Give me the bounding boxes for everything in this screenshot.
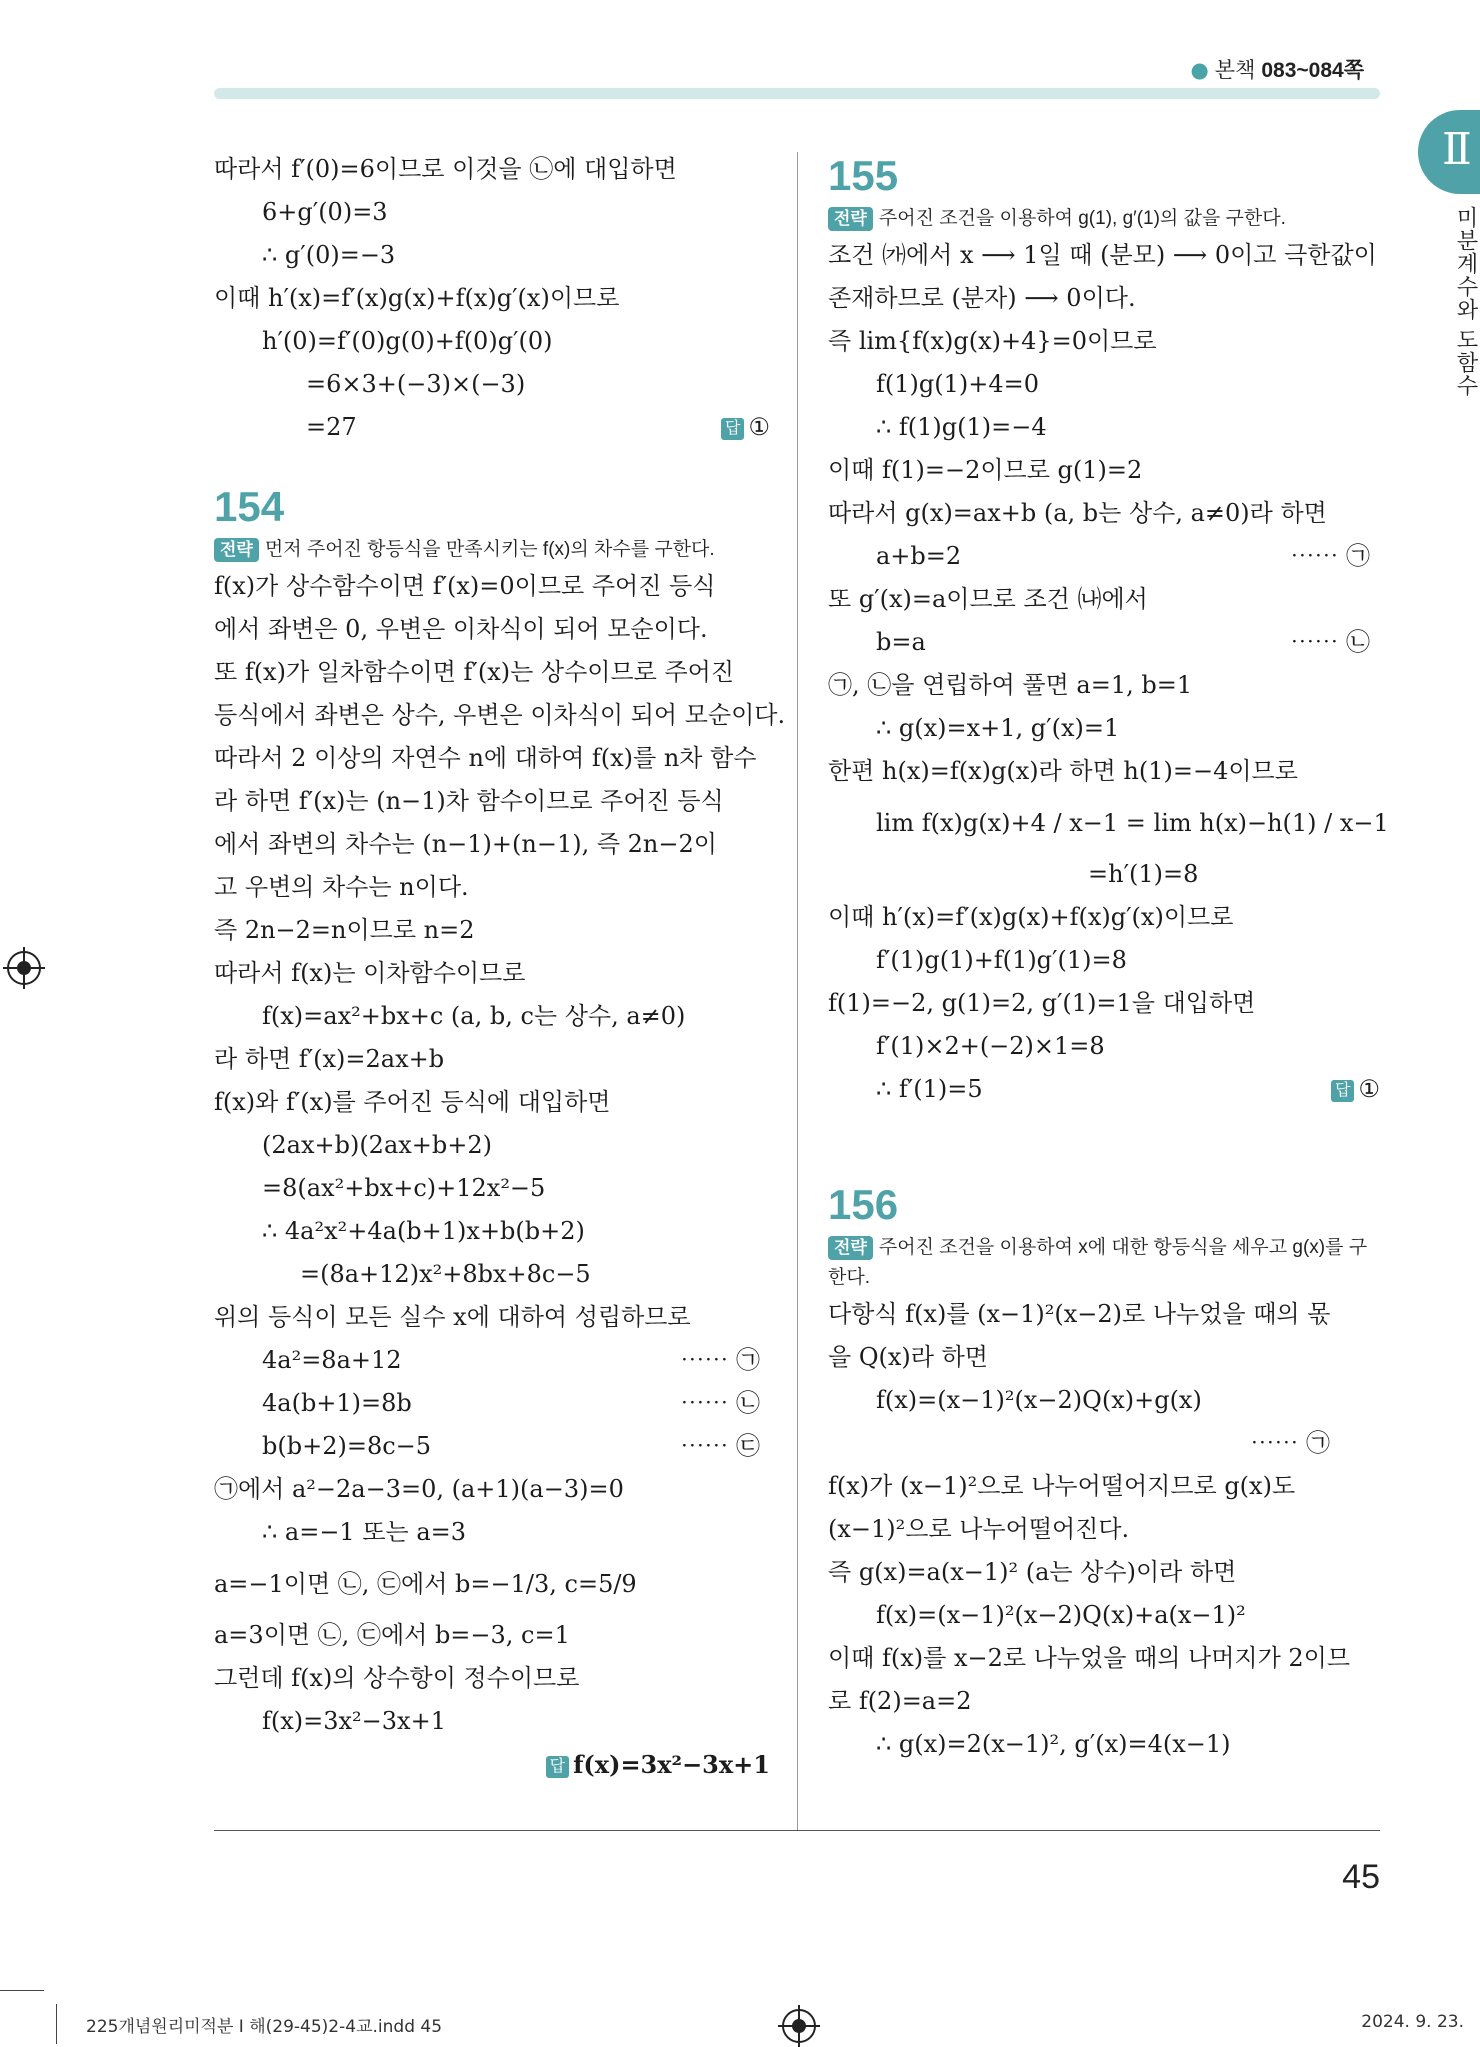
text-line: 한편 h(x)=f(x)g(x)라 하면 h(1)=−4이므로: [828, 757, 1298, 785]
math-line: =6×3+(−3)×(−3): [306, 370, 526, 398]
math-line: ∴ a=−1 또는 a=3: [262, 1518, 467, 1546]
text-line: f(x)가 (x−1)²으로 나누어떨어지므로 g(x)도: [828, 1472, 1296, 1500]
math-result: ∴ f′(1)=5: [876, 1075, 983, 1103]
header-bar: [214, 88, 1380, 99]
equation: 4a²=8a+12: [262, 1346, 402, 1374]
text-line: f(x)와 f′(x)를 주어진 등식에 대입하면: [214, 1088, 611, 1116]
answer-tag: 답: [546, 1756, 569, 1778]
limit-expression: lim f(x)g(x)+4 / x−1 = lim h(x)−h(1) / x−1: [876, 809, 1389, 837]
math-line: =8(ax²+bx+c)+12x²−5: [262, 1174, 546, 1202]
math-line: f(1)g(1)+4=0: [876, 370, 1039, 398]
bottom-rule: [214, 1830, 1380, 1831]
column-divider: [797, 152, 798, 1830]
page-reference: [1190, 54, 1364, 84]
text-line: 이때 h′(x)=f′(x)g(x)+f(x)g′(x)이므로: [828, 903, 1234, 931]
math-line: f(x)=(x−1)²(x−2)Q(x)+a(x−1)²: [876, 1601, 1246, 1629]
text-line: f(1)=−2, g(1)=2, g′(1)=1을 대입하면: [828, 989, 1256, 1017]
chapter-number: Ⅱ: [1442, 124, 1472, 175]
strategy-text: 주어진 조건을 이용하여 g(1), g′(1)의 값을 구한다.: [878, 208, 1286, 229]
text-line: ㉠, ㉡을 연립하여 풀면 a=1, b=1: [828, 671, 1193, 699]
text-line: 그런데 f(x)의 상수항이 정수이므로: [214, 1664, 580, 1692]
left-column: [214, 148, 786, 1786]
answer-value: ①: [748, 413, 770, 441]
math-line: f′(1)×2+(−2)×1=8: [876, 1032, 1105, 1060]
math-line: [828, 535, 1380, 578]
math-line: h′(0)=f′(0)g(0)+f(0)g′(0): [262, 327, 553, 355]
strategy-tag: 전략: [214, 538, 259, 562]
math-line: ∴ 4a²x²+4a(b+1)x+b(b+2): [262, 1217, 585, 1245]
footer-date: 2024. 9. 23.: [1361, 2012, 1464, 2032]
text-line: 존재하므로 (분자) ⟶ 0이다.: [828, 284, 1136, 312]
text-line: 따라서 f′(0)=6이므로 이것을 ㉡에 대입하면: [214, 155, 677, 183]
answer-line: [214, 1743, 770, 1786]
text-line: 을 Q(x)라 하면: [828, 1343, 988, 1371]
math-line: [828, 1068, 1380, 1111]
equation-mark: ⋯⋯ ㉠: [1290, 542, 1370, 570]
text-line: 이때 f(1)=−2이므로 g(1)=2: [828, 456, 1143, 484]
text-line: 라 하면 f′(x)=2ax+b: [214, 1045, 445, 1073]
text-line: 다항식 f(x)를 (x−1)²(x−2)로 나누었을 때의 몫: [828, 1300, 1331, 1328]
answer-153: [721, 406, 770, 449]
equation-mark: ⋯⋯ ㉢: [680, 1432, 760, 1460]
equation-mark: ⋯⋯ ㉡: [680, 1389, 760, 1417]
strategy-text: 주어진 조건을 이용하여 x에 대한 항등식을 세우고 g(x)를 구한다.: [828, 1237, 1368, 1288]
text-line: 즉 2n−2=n이므로 n=2: [214, 916, 475, 944]
text-line: 즉 lim{f(x)g(x)+4}=0이므로: [828, 327, 1157, 355]
text-line: 이때 h′(x)=f′(x)g(x)+f(x)g′(x)이므로: [214, 284, 620, 312]
answer-154: [546, 1743, 770, 1787]
text-line: 조건 ㈎에서 x ⟶ 1일 때 (분모) ⟶ 0이고 극한값이: [828, 241, 1377, 269]
text-line: 고 우변의 차수는 n이다.: [214, 873, 469, 901]
equation: b(b+2)=8c−5: [262, 1432, 432, 1460]
text-line: 에서 좌변은 0, 우변은 이차식이 되어 모순이다.: [214, 615, 708, 643]
math-line: f(x)=3x²−3x+1: [262, 1707, 446, 1735]
page-number: 45: [1342, 1858, 1380, 1896]
answer-tag: 답: [721, 418, 744, 440]
strategy-tag: 전략: [828, 207, 873, 231]
strategy-text: 먼저 주어진 항등식을 만족시키는 f(x)의 차수를 구한다.: [264, 539, 715, 560]
right-column: [828, 148, 1389, 1766]
math-line: [214, 1382, 770, 1425]
math-line: =(8a+12)x²+8bx+8c−5: [300, 1260, 591, 1288]
strategy: [214, 535, 770, 565]
equation-mark: ⋯⋯ ㉠: [680, 1346, 760, 1374]
problem-number: 156: [828, 1181, 899, 1228]
math-result: =27: [306, 413, 357, 441]
footer-rule: [0, 1990, 44, 1991]
mark-line: [828, 1422, 1380, 1465]
text-line: 라 하면 f′(x)는 (n−1)차 함수이므로 주어진 등식: [214, 787, 724, 815]
math-line: 6+g′(0)=3: [262, 198, 388, 226]
text-line: (x−1)²으로 나누어떨어진다.: [828, 1515, 1130, 1543]
strategy: [828, 204, 1380, 234]
answer-155: [1331, 1068, 1380, 1111]
math-line: ∴ f(1)g(1)=−4: [876, 413, 1047, 441]
footer-divider: [56, 2004, 57, 2044]
text-line: 이때 f(x)를 x−2로 나누었을 때의 나머지가 2이므: [828, 1644, 1351, 1672]
equation: b=a: [876, 628, 926, 656]
math-line: ∴ g(x)=x+1, g′(x)=1: [876, 714, 1120, 742]
text-line: 또 g′(x)=a이므로 조건 ㈏에서: [828, 585, 1148, 613]
text-line: 따라서 g(x)=ax+b (a, b는 상수, a≠0)라 하면: [828, 499, 1327, 527]
problem-number: 155: [828, 152, 899, 199]
footer-file: 225개념원리미적분 I 해(29-45)2-4교.indd 45: [86, 2017, 443, 2037]
text-line: f(x)가 상수함수이면 f′(x)=0이므로 주어진 등식: [214, 572, 716, 600]
math-line: [214, 1425, 770, 1468]
text-line: 등식에서 좌변은 상수, 우변은 이차식이 되어 모순이다.: [214, 701, 786, 729]
answer-value: f(x)=3x²−3x+1: [573, 1750, 770, 1779]
equation-mark: ⋯⋯ ㉠: [1250, 1429, 1330, 1457]
equation: a+b=2: [876, 542, 962, 570]
math-line: =h′(1)=8: [1088, 860, 1199, 888]
text-line: 에서 좌변의 차수는 (n−1)+(n−1), 즉 2n−2이: [214, 830, 717, 858]
text-line: 로 f(2)=a=2: [828, 1687, 972, 1715]
answer-value: ①: [1358, 1075, 1380, 1103]
text-line: 즉 g(x)=a(x−1)² (a는 상수)이라 하면: [828, 1558, 1237, 1586]
answer-tag: 답: [1331, 1080, 1354, 1102]
equation-mark: ⋯⋯ ㉡: [1290, 628, 1370, 656]
problem-number: 154: [214, 483, 285, 530]
bullet-icon: ●: [1190, 58, 1209, 82]
text-line: ㉠에서 a²−2a−3=0, (a+1)(a−3)=0: [214, 1475, 624, 1503]
strategy-tag: 전략: [828, 1236, 873, 1260]
text-line: a=−1이면 ㉡, ㉢에서 b=−1/3, c=5/9: [214, 1570, 637, 1598]
registration-mark-icon: [782, 2009, 816, 2043]
math-line: f(x)=ax²+bx+c (a, b, c는 상수, a≠0): [262, 1002, 686, 1030]
text-line: 따라서 2 이상의 자연수 n에 대하여 f(x)를 n차 함수: [214, 744, 757, 772]
math-line: [828, 621, 1380, 664]
text-line: 또 f(x)가 일차함수이면 f′(x)는 상수이므로 주어진: [214, 658, 735, 686]
chapter-title: 미분계수와 도함수: [1454, 206, 1479, 398]
equation: 4a(b+1)=8b: [262, 1389, 412, 1417]
strategy: [828, 1233, 1380, 1293]
text-line: a=3이면 ㉡, ㉢에서 b=−3, c=1: [214, 1621, 570, 1649]
math-line: [214, 406, 770, 449]
text-line: 위의 등식이 모든 실수 x에 대하여 성립하므로: [214, 1303, 691, 1331]
registration-mark-icon: [7, 951, 41, 985]
reference-label: 본책: [1214, 59, 1256, 82]
math-line: ∴ g(x)=2(x−1)², g′(x)=4(x−1): [876, 1730, 1231, 1758]
math-line: (2ax+b)(2ax+b+2): [262, 1131, 493, 1159]
math-line: f(x)=(x−1)²(x−2)Q(x)+g(x): [876, 1386, 1202, 1414]
math-line: ∴ g′(0)=−3: [262, 241, 396, 269]
reference-pages: 083~084쪽: [1261, 59, 1364, 82]
math-line: [214, 1339, 770, 1382]
text-line: 따라서 f(x)는 이차함수이므로: [214, 959, 526, 987]
math-line: f′(1)g(1)+f(1)g′(1)=8: [876, 946, 1127, 974]
